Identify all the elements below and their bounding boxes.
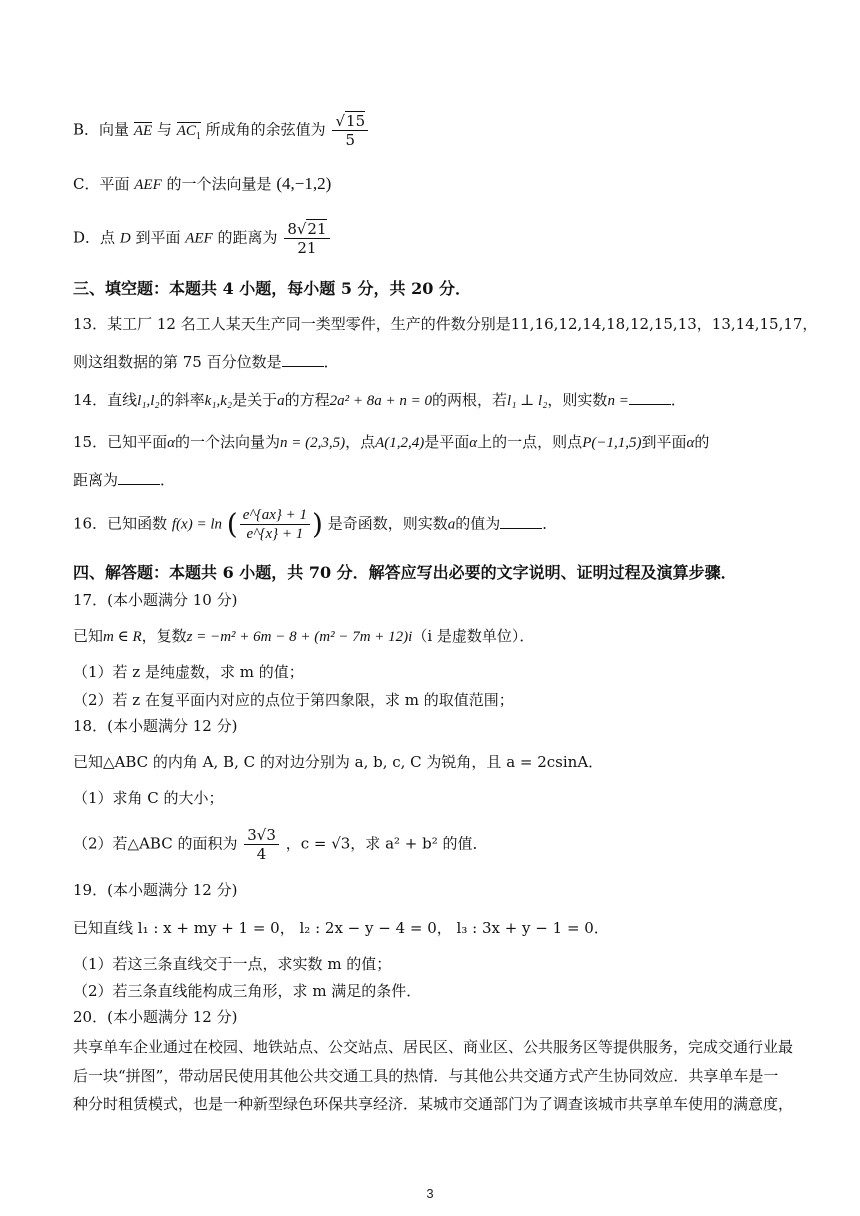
q14-var-a: a [277, 393, 285, 409]
option-c-label: C．平面 [73, 175, 130, 193]
q18-part2b: ，c = √3，求 a² + b² 的值． [285, 834, 488, 853]
q20-para-line2: 后一块“拼图”，带动居民使用其他公共交通工具的热情．与其他公共交通方式产生协同效应．共享单车是一 [73, 1067, 779, 1085]
q14-text1: 14．直线 [73, 391, 138, 409]
q13-line1: 13．某工厂 12 名工人某天生产同一类型零件，生产的件数分别是11,16,12,14,18,12,15,13，13,14,15,17， [73, 315, 818, 333]
q18-part1: （1）求角 C 的大小； [73, 789, 224, 807]
alpha: α [469, 435, 478, 451]
option-b-connector: 与 [156, 120, 172, 139]
q18-area-fraction: $\frac{3√3}{4}$ [244, 826, 279, 863]
q15-text2: 的一个法向量为 [174, 433, 280, 451]
q18-part2a: （2）若△ABC 的面积为 [73, 834, 238, 853]
plane-aef: AEF [134, 177, 162, 193]
section-4-title: 四、解答题：本题共 6 小题，共 70 分．解答应写出必要的文字说明、证明过程及演算步骤． [73, 563, 737, 582]
section-3-title: 三、填空题：本题共 4 小题，每小题 5 分，共 20 分． [73, 279, 471, 298]
q17-stem [73, 626, 800, 647]
point-a: A(1,2,4) [375, 435, 425, 451]
q14-text4: 的方程 [284, 391, 330, 409]
q17-stem2: ，复数 [141, 627, 187, 645]
q18-head: 18．(本小题满分 12 分) [73, 717, 238, 735]
normal-vector: (4,−1,2) [276, 174, 332, 193]
option-b [73, 112, 800, 149]
q13-text: 则这组数据的第 75 百分位数是 [73, 353, 282, 371]
q14-n: n = [607, 393, 629, 409]
option-b-fraction: $\frac{√15}{5}$ [332, 112, 368, 149]
q18-stem: 已知△ABC 的内角 A, B, C 的对边分别为 a, b, c, C 为锐角，且 a = 2csinA． [73, 753, 604, 771]
alpha: α [167, 435, 175, 451]
q18-part2 [73, 826, 800, 870]
answer-blank [629, 390, 671, 405]
page-number: 3 [426, 1186, 434, 1201]
q15-line2: 距离为 ． [73, 471, 176, 489]
point-p: P(−1,1,5) [582, 435, 642, 451]
q15-text3: ，点 [345, 433, 376, 451]
q14-equation: 2a² + 8a + n = 0 [329, 393, 433, 409]
q20-para-line1: 共享单车企业通过在校园、地铁站点、公交站点、居民区、商业区、公共服务区等提供服务，完成交通行业最 [73, 1038, 794, 1056]
q14-text6: ，则实数 [547, 391, 608, 409]
q14-perp: l₁ ⊥ l₂ [507, 393, 548, 409]
q14-slopes: k₁,k₂ [204, 393, 233, 409]
q17-head: 17．(本小题满分 10 分) [73, 591, 238, 609]
option-d-text1: 到平面 [135, 228, 181, 247]
q19-part1: （1）若这三条直线交于一点，求实数 m 的值； [73, 955, 392, 973]
answer-blank [500, 514, 542, 529]
q17-stem1: 已知 [73, 627, 104, 645]
q15-text4: 是平面 [424, 433, 470, 451]
q20-para-line3: 种分时租赁模式，也是一种新型绿色环保共享经济．某城市交通部门为了调查该城市共享单车使用的满意度， [73, 1095, 794, 1113]
option-c [73, 174, 800, 195]
q16-text3: 的值为 [455, 514, 501, 533]
q15-line1 [73, 432, 800, 453]
option-d-fraction: $\frac{8√21}{21}$ [284, 220, 329, 257]
vector-ac1: $AC_1$ [176, 122, 201, 142]
option-d-label: D．点 [73, 228, 116, 247]
q13-line2: 则这组数据的第 75 百分位数是 ． [73, 353, 339, 371]
vector-ae: AE [133, 122, 153, 139]
q14-text3: 是关于 [232, 391, 278, 409]
q15-text6: 到平面 [641, 433, 687, 451]
q19-head: 19．(本小题满分 12 分) [73, 881, 238, 899]
q14-text5: 的两根，若 [432, 391, 508, 409]
q19-part2: （2）若三条直线能构成三角形，求 m 满足的条件． [73, 982, 422, 1000]
q15-text5: 上的一点，则点 [477, 433, 583, 451]
q14: 14．直线l₁,l₂的斜率k₁,k₂是关于a的方程2a² + 8a + n = 0的两根，若l₁ ⊥ l₂，则实数n = ． [73, 391, 686, 409]
option-c-text: 的一个法向量是 [166, 175, 272, 193]
q16-text1: 16．已知函数 [73, 514, 168, 533]
answer-blank [118, 470, 160, 485]
q16-function: f(x) = ln [171, 516, 222, 533]
q16-fraction: $\frac{e\^{}\{ax\} + 1}{e\^{}\{x\} + 1}$ [240, 506, 310, 543]
option-b-label: B．向量 [73, 120, 130, 139]
q17-complex: z = −m² + 6m − 8 + (m² − 7m + 12)i [186, 629, 413, 645]
option-d [73, 220, 800, 257]
q14-lines: l₁,l₂ [137, 393, 160, 409]
q17-part2: （2）若 z 在复平面内对应的点位于第四象限，求 m 的取值范围； [73, 691, 514, 709]
alpha: α [686, 435, 695, 451]
q16: 16．已知函数 f(x) = ln ( $\frac{e\^{}\{ax\} + 1}{e\^{}\{x\} + 1}$ ) 是奇函数，则实数a的值为 ． [73, 507, 558, 542]
q14-text2: 的斜率 [159, 391, 205, 409]
q17-part1: （1）若 z 是纯虚数，求 m 的值； [73, 663, 304, 681]
q20-head: 20．(本小题满分 12 分) [73, 1008, 238, 1026]
q17-domain: m ∈ R [103, 629, 142, 645]
q16-var-a: a [447, 516, 456, 533]
q19-stem: 已知直线 l₁ : x + my + 1 = 0， l₂ : 2x − y − 4 = 0， l₃ : 3x + y − 1 = 0． [73, 919, 609, 937]
option-d-text2: 的距离为 [217, 228, 278, 247]
q17-stem3: （i 是虚数单位）． [412, 627, 535, 645]
plane-aef-d: AEF [185, 230, 213, 247]
answer-blank [282, 352, 324, 367]
q16-text2: 是奇函数，则实数 [327, 514, 448, 533]
q15-text7: 的 [694, 433, 710, 451]
q15-normal: n = (2,3,5) [279, 435, 346, 451]
q15-text8: 距离为 [73, 471, 119, 489]
point-d: D [119, 230, 131, 247]
q15-text1: 15．已知平面 [73, 433, 168, 451]
option-b-text: 所成角的余弦值为 [205, 120, 326, 139]
